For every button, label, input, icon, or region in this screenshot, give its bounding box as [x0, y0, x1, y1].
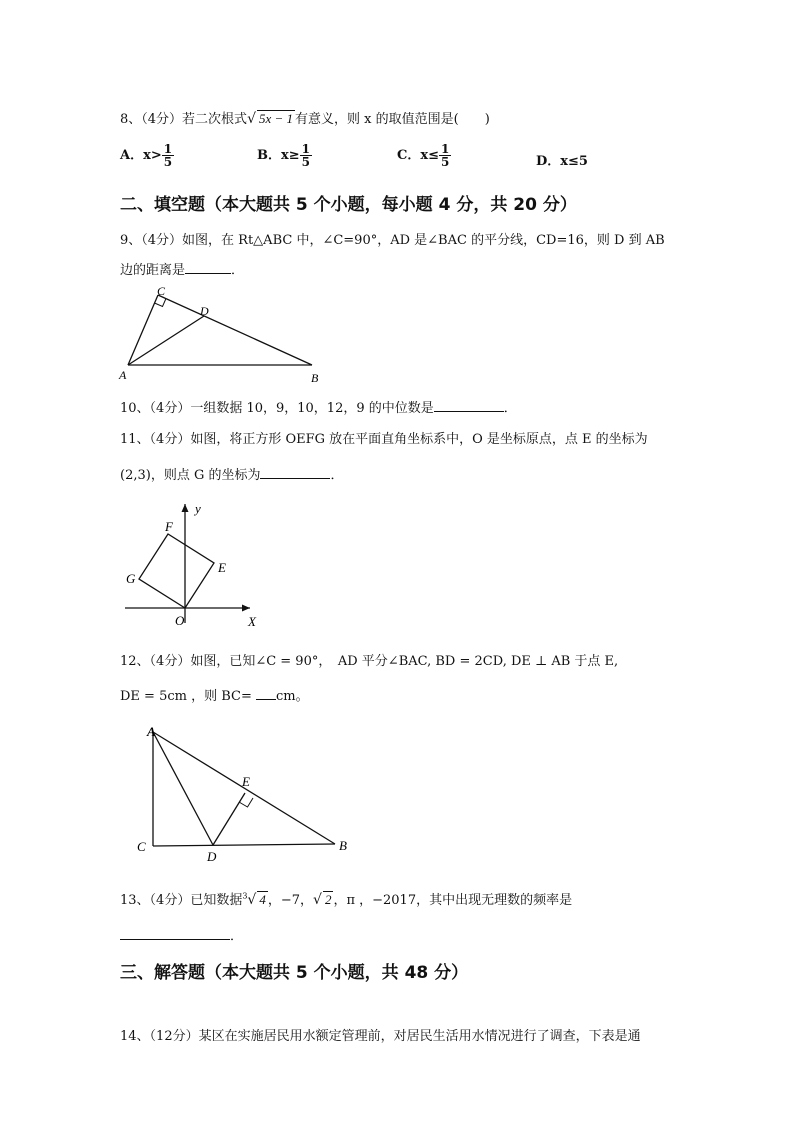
q11-line1: 11、（4分）如图，将正方形 OEFG 放在平面直角坐标系中，O 是坐标原点，点 E 的坐标为: [120, 432, 648, 447]
q9-line2: 边的距离是 ．: [120, 263, 245, 278]
q8-stem: 8、（4分）若二次根式√ 5x − 1 有意义，则 x 的取值范围是( ): [120, 111, 490, 127]
q12-label-c: C: [137, 839, 146, 854]
q11-figure: [118, 496, 268, 634]
q11-label-o: O: [175, 613, 185, 628]
q8-option-d: D．x≤5: [536, 154, 588, 169]
q9-line1: 9、（4分）如图，在 Rt△ABC 中，∠C=90°，AD 是∠BAC 的平分线，CD=16，则 D 到 AB: [120, 233, 665, 248]
q9-label-b: B: [311, 371, 319, 385]
q9-label-c: C: [157, 284, 166, 298]
q12-label-e: E: [242, 774, 250, 789]
q12-perpendicular-de: [213, 793, 245, 845]
q11-label-f: F: [165, 519, 173, 534]
q11-y-arrow: [182, 504, 189, 512]
section-2-heading: 二、填空题（本大题共 5 个小题，每小题 4 分，共 20 分）: [120, 195, 577, 215]
q11-label-x: X: [248, 614, 256, 629]
section-3-heading: 三、解答题（本大题共 5 个小题，共 48 分）: [120, 963, 469, 983]
q8-stem-b: 有意义，则 x 的取值范围是( ): [295, 112, 490, 127]
q13-answer-blank[interactable]: [120, 927, 230, 940]
q11-square-oefg: [139, 534, 214, 608]
q8-option-b: B．x≥ $\frac{1}{5}$: [257, 142, 310, 169]
q11-label-g: G: [126, 571, 136, 586]
q8-option-c: C．x≤ $\frac{1}{5}$: [397, 142, 450, 169]
q9-figure: [115, 282, 345, 386]
q13-line1: 13、（4分）已知数据$^3$√ 4 ，−7，√ 2 ，π ，−2017，其中出现无理数的频率是: [120, 891, 573, 908]
q12-label-a: A: [147, 724, 156, 739]
q10-line: 10、（4分）一组数据 10，9，10，12，9 的中位数是 ．: [120, 401, 517, 416]
q10-answer-blank[interactable]: [434, 399, 504, 412]
q12-line1: 12、（4分）如图，已知∠C = 90°， AD 平分∠BAC, BD = 2CD, DE ⊥ AB 于点 E,: [120, 654, 619, 669]
q13-cube-radicand: 4: [259, 892, 266, 907]
q13-sqrt-radicand: 2: [324, 892, 332, 907]
q12-figure: [132, 718, 357, 865]
q11-x-arrow: [242, 605, 250, 612]
q9-side-ac: [128, 295, 158, 365]
q14-line1: 14、（12分）某区在实施居民用水额定管理前，对居民生活用水情况进行了调查，下表是通: [120, 1029, 641, 1044]
q11-label-e: E: [218, 560, 226, 575]
q8-radicand: 5x − 1: [258, 111, 294, 126]
q11-answer-blank[interactable]: [260, 466, 330, 479]
q12-side-cb: [153, 844, 335, 846]
q11-line2: (2,3)，则点 G 的坐标为 ．: [120, 468, 344, 483]
q12-line2: DE = 5cm ，则 BC= cm。: [120, 689, 309, 704]
q9-bisector-ad: [128, 316, 204, 365]
q9-label-d: D: [200, 304, 209, 318]
q9-answer-blank[interactable]: [185, 261, 231, 274]
q12-label-b: B: [339, 838, 347, 853]
q12-answer-blank[interactable]: [256, 687, 276, 700]
q9-label-a: A: [119, 368, 127, 382]
q12-label-d: D: [207, 849, 217, 864]
q8-number: 8、（4分）: [120, 112, 183, 127]
q11-label-y: y: [195, 501, 201, 516]
q8-stem-a: 若二次根式: [182, 112, 248, 127]
q13-line2: ．: [120, 925, 243, 944]
q8-option-a: A．x> $\frac{1}{5}$: [120, 142, 173, 169]
q12-bisector-ad: [153, 732, 213, 845]
